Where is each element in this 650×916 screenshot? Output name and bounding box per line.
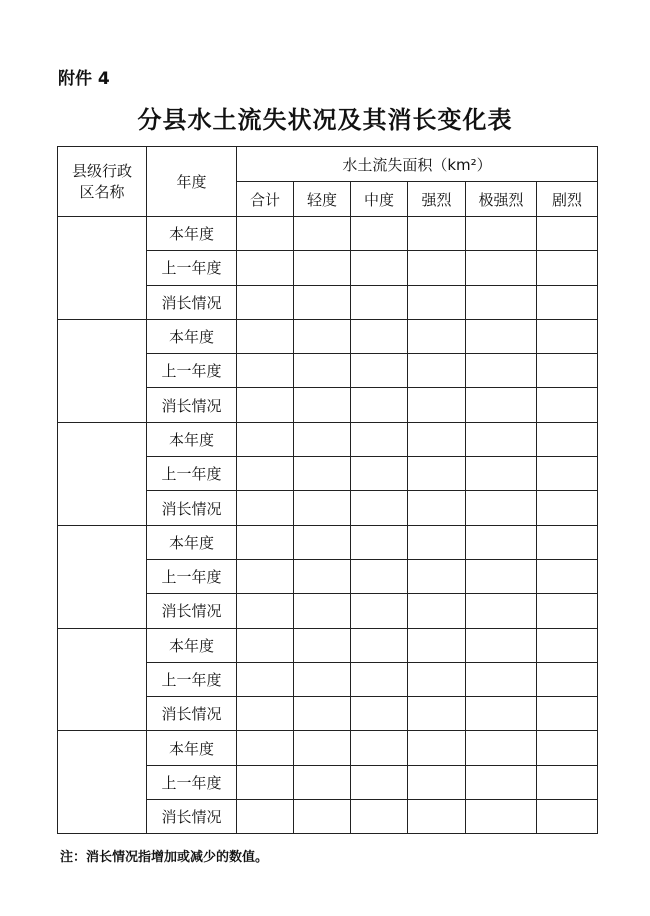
value-cell[interactable] [294,525,351,559]
value-cell[interactable] [294,731,351,765]
value-cell[interactable] [537,594,598,628]
value-cell[interactable] [351,731,408,765]
value-cell[interactable] [351,525,408,559]
value-cell[interactable] [537,525,598,559]
year-label-cell: 上一年度 [147,559,237,593]
value-cell[interactable] [466,525,537,559]
value-cell[interactable] [351,251,408,285]
region-name-cell[interactable] [58,525,147,628]
value-cell[interactable] [294,319,351,353]
value-cell[interactable] [408,525,466,559]
value-cell[interactable] [466,457,537,491]
value-cell[interactable] [351,559,408,593]
value-cell[interactable] [537,422,598,456]
value-cell[interactable] [466,594,537,628]
attachment-label: 附件 4 [58,69,110,89]
value-cell[interactable] [237,319,294,353]
value-cell[interactable] [466,628,537,662]
value-cell[interactable] [537,628,598,662]
sub-header-severe: 剧烈 [537,182,598,217]
sub-header-total: 合计 [237,182,294,217]
value-cell[interactable] [408,422,466,456]
value-cell[interactable] [408,697,466,731]
value-cell[interactable] [351,422,408,456]
value-cell[interactable] [237,731,294,765]
value-cell[interactable] [537,731,598,765]
year-header: 年度 [147,147,237,217]
value-cell[interactable] [408,457,466,491]
value-cell[interactable] [237,422,294,456]
value-cell[interactable] [351,800,408,834]
value-cell[interactable] [466,319,537,353]
year-label-cell: 上一年度 [147,765,237,799]
value-cell[interactable] [351,354,408,388]
value-cell[interactable] [537,251,598,285]
value-cell[interactable] [537,697,598,731]
value-cell[interactable] [294,559,351,593]
value-cell[interactable] [466,251,537,285]
value-cell[interactable] [237,662,294,696]
value-cell[interactable] [294,251,351,285]
value-cell[interactable] [237,594,294,628]
value-cell[interactable] [237,354,294,388]
year-label-cell: 本年度 [147,628,237,662]
value-cell[interactable] [408,731,466,765]
value-cell[interactable] [537,319,598,353]
value-cell[interactable] [537,217,598,251]
value-cell[interactable] [466,388,537,422]
value-cell[interactable] [408,628,466,662]
value-cell[interactable] [537,800,598,834]
region-name-cell[interactable] [58,217,147,320]
value-cell[interactable] [294,765,351,799]
value-cell[interactable] [408,217,466,251]
table-row [58,628,598,662]
value-cell[interactable] [294,491,351,525]
value-cell[interactable] [294,354,351,388]
value-cell[interactable] [408,594,466,628]
value-cell[interactable] [537,388,598,422]
value-cell[interactable] [351,662,408,696]
value-cell[interactable] [294,422,351,456]
value-cell[interactable] [294,800,351,834]
value-cell[interactable] [351,217,408,251]
value-cell[interactable] [294,285,351,319]
value-cell[interactable] [237,491,294,525]
sub-header-moderate: 中度 [351,182,408,217]
year-label-cell: 消长情况 [147,491,237,525]
value-cell[interactable] [351,628,408,662]
value-cell[interactable] [351,285,408,319]
value-cell[interactable] [537,354,598,388]
table-body [58,217,598,834]
value-cell[interactable] [351,457,408,491]
value-cell[interactable] [466,800,537,834]
value-cell[interactable] [237,697,294,731]
region-name-cell[interactable] [58,731,147,834]
value-cell[interactable] [351,491,408,525]
value-cell[interactable] [408,319,466,353]
year-label-cell: 本年度 [147,525,237,559]
value-cell[interactable] [294,217,351,251]
year-label-cell: 上一年度 [147,457,237,491]
sub-header-very-intense: 极强烈 [466,182,537,217]
value-cell[interactable] [466,731,537,765]
value-cell[interactable] [294,388,351,422]
value-cell[interactable] [237,388,294,422]
table-row [58,319,598,353]
value-cell[interactable] [351,697,408,731]
value-cell[interactable] [294,697,351,731]
value-cell[interactable] [466,559,537,593]
year-label-cell: 消长情况 [147,388,237,422]
year-label-cell: 上一年度 [147,354,237,388]
value-cell[interactable] [466,422,537,456]
value-cell[interactable] [408,285,466,319]
value-cell[interactable] [294,662,351,696]
value-cell[interactable] [237,457,294,491]
value-cell[interactable] [537,491,598,525]
value-cell[interactable] [351,319,408,353]
erosion-table [57,146,598,834]
sub-header-intense: 强烈 [408,182,466,217]
region-name-cell[interactable] [58,319,147,422]
value-cell[interactable] [537,765,598,799]
value-cell[interactable] [408,251,466,285]
value-cell[interactable] [408,765,466,799]
value-cell[interactable] [466,285,537,319]
value-cell[interactable] [537,559,598,593]
table-row [58,525,598,559]
value-cell[interactable] [537,457,598,491]
table-row [58,731,598,765]
table-row [58,422,598,456]
value-cell[interactable] [351,388,408,422]
value-cell[interactable] [537,285,598,319]
value-cell[interactable] [237,217,294,251]
value-cell[interactable] [237,285,294,319]
value-cell[interactable] [466,491,537,525]
value-cell[interactable] [237,525,294,559]
table-row [58,217,598,251]
year-label-cell: 上一年度 [147,662,237,696]
value-cell[interactable] [237,765,294,799]
value-cell[interactable] [237,628,294,662]
value-cell[interactable] [237,251,294,285]
value-cell[interactable] [408,388,466,422]
value-cell[interactable] [537,662,598,696]
footnote: 注：消长情况指增加或减少的数值。 [60,850,269,865]
value-cell[interactable] [408,354,466,388]
value-cell[interactable] [466,697,537,731]
year-label-cell: 本年度 [147,422,237,456]
value-cell[interactable] [466,354,537,388]
value-cell[interactable] [351,594,408,628]
year-label-cell: 本年度 [147,217,237,251]
region-name-cell[interactable] [58,422,147,525]
year-label-cell: 消长情况 [147,697,237,731]
value-cell[interactable] [294,457,351,491]
region-header-line2: 区名称 [79,182,125,201]
value-cell[interactable] [237,559,294,593]
value-cell[interactable] [237,800,294,834]
value-cell[interactable] [408,662,466,696]
value-cell[interactable] [294,594,351,628]
region-name-header [58,147,147,217]
value-cell[interactable] [351,765,408,799]
year-label-cell: 本年度 [147,731,237,765]
value-cell[interactable] [466,662,537,696]
year-label-cell: 消长情况 [147,285,237,319]
year-label-cell: 上一年度 [147,251,237,285]
sub-header-light: 轻度 [294,182,351,217]
area-header: 水土流失面积（km²） [237,147,598,182]
year-label-cell: 消长情况 [147,594,237,628]
value-cell[interactable] [466,217,537,251]
value-cell[interactable] [408,491,466,525]
value-cell[interactable] [466,765,537,799]
page-title: 分县水土流失状况及其消长变化表 [137,105,513,134]
region-name-cell[interactable] [58,628,147,731]
year-label-cell: 消长情况 [147,800,237,834]
region-header-line1: 县级行政 [71,161,132,180]
value-cell[interactable] [294,628,351,662]
value-cell[interactable] [408,800,466,834]
value-cell[interactable] [408,559,466,593]
year-label-cell: 本年度 [147,319,237,353]
